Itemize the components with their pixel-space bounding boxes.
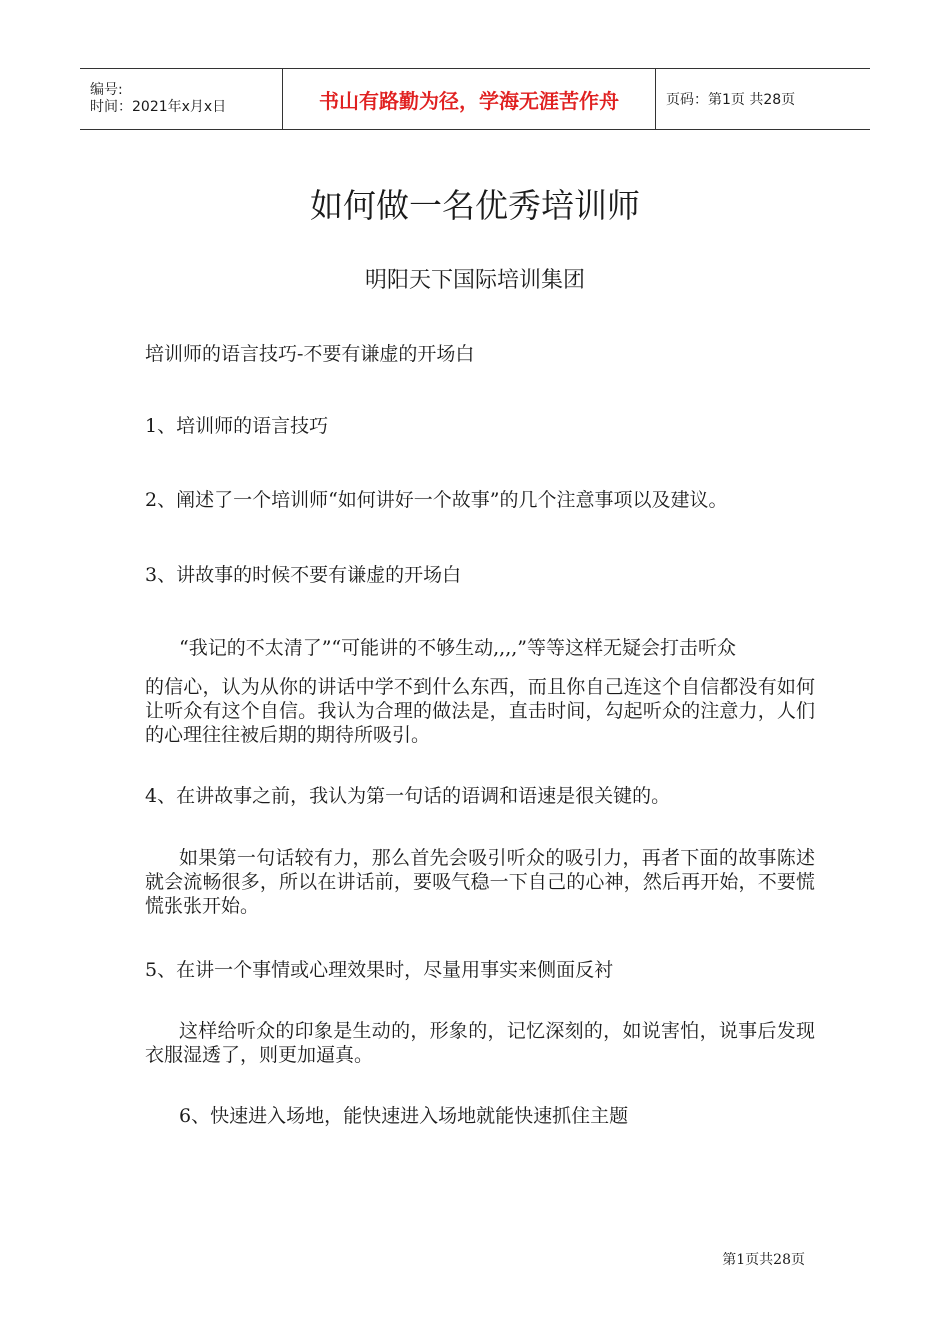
header-meta-cell xyxy=(80,69,282,129)
paragraph: 如果第一句话较有力，那么首先会吸引听众的吸引力，再者下面的故事陈述就会流畅很多，所以在讲话前，要吸气稳一下自己的心神，然后再开始，不要慌慌张张开始。 xyxy=(145,847,815,917)
page-footer: 第1页共28页 xyxy=(722,1252,805,1268)
document-title: 如何做一名优秀培训师 xyxy=(310,186,640,225)
list-item: 6、快速进入场地，能快速进入场地就能快速抓住主题 xyxy=(179,1105,629,1127)
header-table xyxy=(80,68,870,130)
list-item: 4、在讲故事之前，我认为第一句话的语调和语速是很关键的。 xyxy=(145,785,671,807)
motto: 书山有路勤为径，学海无涯苦作舟 xyxy=(319,88,619,113)
paragraph-first-line: “我记的不太清了”“可能讲的不够生动,,,,”等等这样无疑会打击听众 xyxy=(179,637,737,659)
motto-cell xyxy=(282,69,656,129)
paragraph: 的信心，认为从你的讲话中学不到什么东西，而且你自己连这个自信都没有如何让听众有这个自信。我认为合理的做法是，直击时间，勾起听众的注意力，人们的心理往往被后期的期待所吸引。 xyxy=(145,676,815,746)
page-code: 页码：第1页 共28页 xyxy=(666,92,796,108)
subtitle: 培训师的语言技巧-不要有谦虚的开场白 xyxy=(145,343,475,365)
date-label: 时间：2021年x月x日 xyxy=(90,99,227,115)
paragraph: 这样给听众的印象是生动的，形象的，记忆深刻的，如说害怕，说事后发现衣服湿透了，则更加逼真。 xyxy=(145,1020,815,1066)
list-item: 1、培训师的语言技巧 xyxy=(145,415,329,437)
page-code-cell xyxy=(656,69,870,129)
number-label: 编号: xyxy=(90,82,123,98)
list-item: 2、阐述了一个培训师“如何讲好一个故事”的几个注意事项以及建议。 xyxy=(145,489,728,511)
list-item: 3、讲故事的时候不要有谦虚的开场白 xyxy=(145,564,462,586)
list-item: 5、在讲一个事情或心理效果时，尽量用事实来侧面反衬 xyxy=(145,959,614,981)
organization-name: 明阳天下国际培训集团 xyxy=(364,268,585,293)
